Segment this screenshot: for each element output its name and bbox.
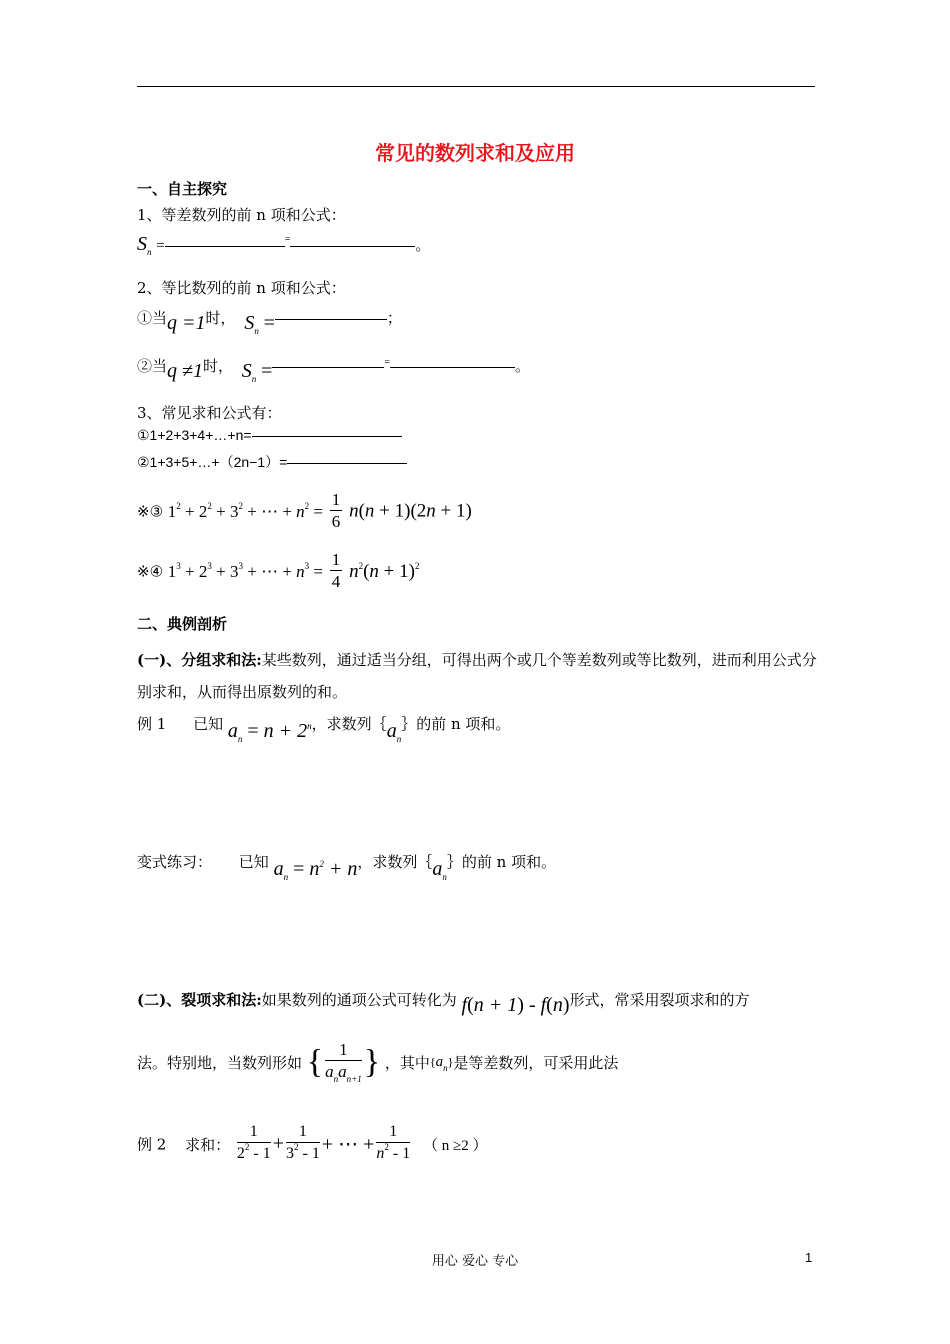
grouping-method-paragraph: (一)、分组求和法:某些数列，通过适当分组，可得出两个或几个等差数列或等比数列，进而利用公式分别求和，从而得出原数列的和。	[137, 651, 817, 701]
item2-text: 2、等比数列的前 n 项和公式：	[137, 279, 346, 297]
formula-4: ※④ $1^3 + 2^3 + 3^3$ + ⋯ + $n^3$ = $\frac{1}{4}$ $n^2(n + 1)^2$	[137, 550, 420, 591]
item1-text: 1、等差数列的前 n 项和公式：	[137, 206, 346, 224]
geometric-case-1: ①当q =1时， $S_n$ = ；	[137, 309, 402, 336]
example-1: 例 1 已知 $a_n = n + 2^n$，求数列$\{a_n\}$的前 n 项和。	[137, 715, 511, 744]
formula-3: ※③ $1^2 + 2^2 + 3^2$ + ⋯ + $n^2$ = $\frac{1}{6}$ n(n + 1)(2n + 1)	[137, 490, 472, 531]
formula-1: ①1+2+3+4+…+n=	[137, 427, 402, 444]
header-rule	[137, 86, 815, 87]
arithmetic-sum-formula: $S_n = ^=$ 。	[137, 233, 431, 257]
blank-5	[390, 366, 515, 368]
section1-heading: 一、自主探究	[137, 180, 228, 198]
example-2: 例 2 求和： $\frac{1}{2^2 - 1}$ + $\frac{1}{3^2 - 1}$ + ⋯ + $\frac{1}{n^2 - 1}$ （ n ≥2 ）	[137, 1123, 488, 1162]
geometric-case-2: ②当q ≠1时， $S_n = ^=$ 。	[137, 357, 531, 384]
footer-text: 用心 爱心 专心	[431, 1254, 519, 1269]
formula-2: ②1+3+5+…+（2n−1）=	[137, 452, 407, 472]
blank-1	[165, 245, 285, 247]
variant-exercise: 变式练习： 已知 $a_n = n^2 + n$，求数列$\{a_n\}$的前 n 项和。	[137, 853, 557, 882]
section2-heading: 二、典例剖析	[137, 615, 228, 633]
page-title: 常见的数列求和及应用	[375, 141, 575, 165]
blank-3	[275, 318, 387, 320]
blank-2	[290, 245, 415, 247]
split-method-line-2: 法。特别地，当数列形如 { $\frac{1}{a_na_{n+1}}$ } ，其中$\{a_n\}$是等差数列，可采用此法	[137, 1040, 619, 1084]
sn-symbol: $S_n$	[137, 233, 152, 257]
item3-text: 3、常见求和公式有：	[137, 404, 282, 422]
blank-4	[272, 366, 384, 368]
page-number: 1	[805, 1250, 813, 1265]
split-method-line-1: (二)、裂项求和法:如果数列的通项公式可转化为 f(n + 1) - f(n)形式，常采用裂项求和的方	[137, 991, 750, 1016]
